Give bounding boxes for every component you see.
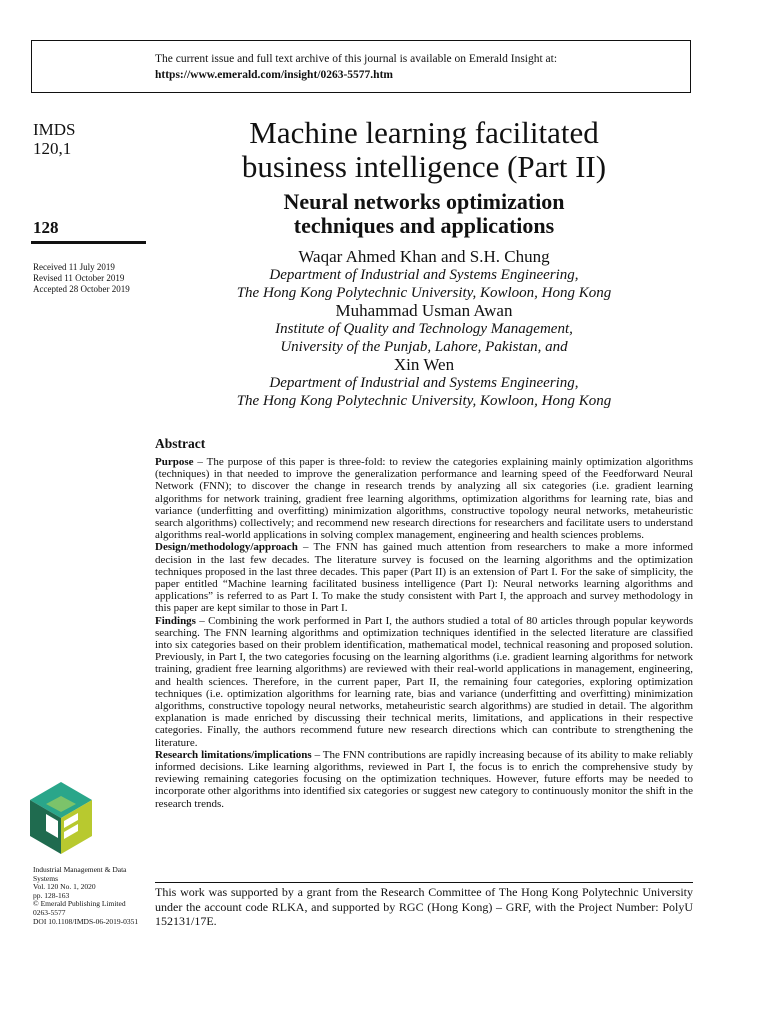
affiliation: The Hong Kong Polytechnic University, Kowloon, Hong Kong <box>236 393 612 409</box>
purpose-label: Purpose <box>155 456 194 468</box>
design-label: Design/methodology/approach <box>155 541 298 554</box>
title-line-2: business intelligence (Part II) <box>241 149 607 184</box>
pub-info-line: pp. 128-163 <box>33 890 70 900</box>
subtitle-line-2: techniques and applications <box>293 213 555 238</box>
subtitle-line-1: Neural networks optimization <box>283 189 565 214</box>
doi-link[interactable]: DOI 10.1108/IMDS-06-2019-0351 <box>33 916 139 926</box>
page-number-rule <box>31 241 146 244</box>
author-name: Muhammad Usman Awan <box>335 301 513 320</box>
access-notice-text: The current issue and full text archive of this journal is available on Emerald Insight at: <box>155 53 558 65</box>
revised-date: Revised 11 October 2019 <box>33 273 125 283</box>
title-line-1: Machine learning facilitated <box>249 115 599 150</box>
pub-info-line: 0263-5577 <box>33 907 66 917</box>
limitations-label: Research limitations/implications <box>155 748 312 761</box>
abstract-heading: Abstract <box>155 436 206 451</box>
journal-url-link[interactable]: https://www.emerald.com/insight/0263-5577.htm <box>155 69 393 81</box>
pub-info-line: Systems <box>33 873 59 883</box>
author-block <box>150 248 698 410</box>
page-number: 128 <box>33 218 59 237</box>
purpose-text: – The purpose of this paper is three-fold: to review the categories explaining mainly optimization algorithms (techniques) in that needed to improve the generalization performance and learning speed of the Feedforward Neural Network (FNN); to discover the change in research trends by analyzing all six categories (i.e. gradient learning algorithms for network training, gradient free learning algorithms, optimization algorithms for learning rate, bias and variance (underfitting and overfitting) minimization algorithms, constructive topology neural networks, metaheuristic search algorithms) collectively; and recommend new research directions for researchers and facilitate users to understand algorithms real-world applications in solving complex management, engineering and health sciences problems. <box>155 456 693 542</box>
journal-citation <box>33 120 76 158</box>
affiliation: Institute of Quality and Technology Management, <box>275 321 573 337</box>
journal-abbr: IMDS <box>33 120 76 139</box>
funding-footnote: This work was supported by a grant from the Research Committee of The Hong Kong Polytechnic University under the account code RLKA, and supported by RGC (Hong Kong) – GRF, with the Project Number: PolyU 152131/17E. <box>155 885 693 928</box>
findings-text: – Combining the work performed in Part I, the authors studied a total of 80 articles through popular keywords searching. The FNN learning algorithms and optimization techniques identified in the selected literature are classified into six categories based on their problem identification, mathematical model, technical reasoning and proposed solution. Previously, in Part I, the two categories focusing on the learning algorithms (i.e. gradient learning algorithms for network training, gradient free learning algorithms) are reviewed with their real-world applications in management, engineering, and health sciences. Therefore, in the current paper, Part II, the remaining four categories, exploring optimization techniques (i.e. optimization algorithms for learning rate, bias and variance (underfitting and overfitting) minimization algorithms, constructive topology neural networks, metaheuristic search algorithms) are studied in detail. The algorithm explanation is made enriched by discussing their technical merits, limitations, and applications in their respective categories. Finally, the authors recommend future new research directions which can contribute to strengthening the literature. <box>155 614 693 749</box>
abstract-purpose <box>155 456 693 541</box>
author-name: Waqar Ahmed Khan and S.H. Chung <box>298 247 550 266</box>
abstract-body <box>155 456 693 810</box>
affiliation: The Hong Kong Polytechnic University, Kowloon, Hong Kong <box>236 285 612 301</box>
received-date: Received 11 July 2019 <box>33 262 115 272</box>
affiliation: University of the Punjab, Lahore, Pakistan, and <box>280 339 568 355</box>
footnote-divider <box>155 882 693 883</box>
pub-info-line: © Emerald Publishing Limited <box>33 899 126 909</box>
limitations-text: – The FNN contributions are rapidly increasing because of its ability to make reliably informed decisions. Like learning algorithms, reviewed in Part I, the focus is to enrich the comprehensive study by reviewing remaining categories focusing on the optimization techniques. However, future efforts may be needed to incorporate other algorithms into identified six categories or suggest new category to continuously monitor the shift in the research trends. <box>155 748 693 810</box>
abstract-findings <box>155 615 693 749</box>
abstract-design <box>155 541 693 614</box>
affiliation: Department of Industrial and Systems Engineering, <box>269 267 579 283</box>
author-name: Xin Wen <box>393 355 455 374</box>
affiliation: Department of Industrial and Systems Engineering, <box>269 375 579 391</box>
accepted-date: Accepted 28 October 2019 <box>33 284 130 294</box>
design-text: – The FNN has gained much attention from researchers to make a more informed decision in the last few decades. The literature survey is focused on the learning algorithms and the optimization techniques proposed in the last three decades. This paper (Part II) is an extension of Part I. For the sake of simplicity, the paper entitled “Machine learning facilitated business intelligence (Part I): Neural networks learning algorithms and applications” is referred to as Part I. To make the study consistent with Part I, the approach and survey methodology in this paper are kept similar to those in Part I. <box>155 541 693 615</box>
findings-label: Findings <box>155 614 196 627</box>
pub-info-line: Industrial Management & Data <box>33 865 127 874</box>
pub-info-line: Vol. 120 No. 1, 2020 <box>33 882 96 892</box>
journal-access-notice <box>31 40 691 93</box>
emerald-logo-icon <box>30 782 92 854</box>
article-dates <box>33 262 130 295</box>
publication-info <box>33 866 145 926</box>
abstract-limitations <box>155 749 693 810</box>
article-title <box>150 116 698 184</box>
volume-issue: 120,1 <box>33 139 72 158</box>
article-subtitle <box>150 190 698 238</box>
